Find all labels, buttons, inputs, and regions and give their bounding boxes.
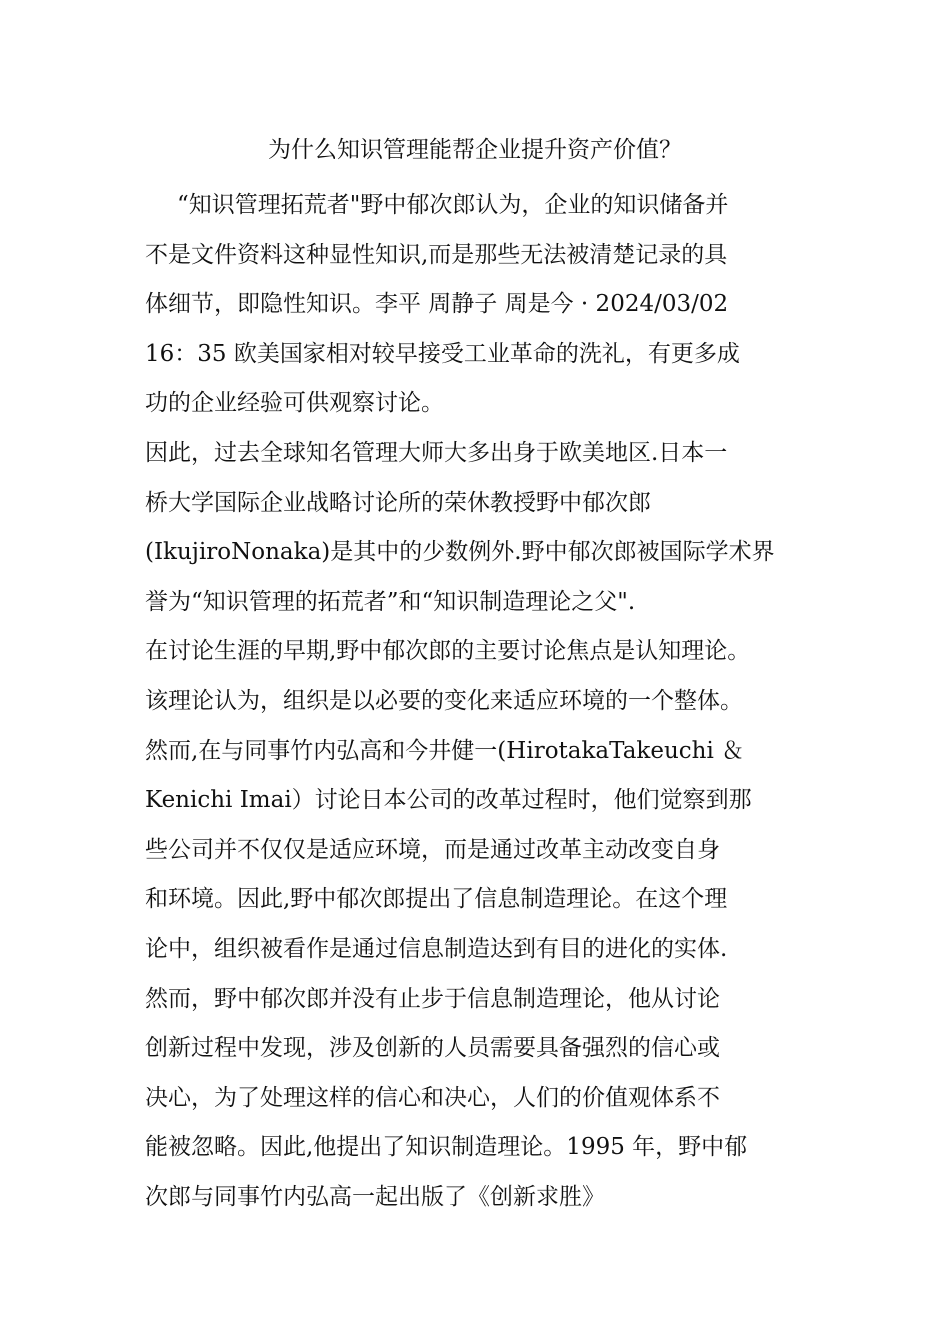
body-line-9: 誉为“知识管理的拓荒者”和“知识制造理论之父". <box>145 588 636 615</box>
body-line-12: 然而,在与同事竹内弘高和今井健一(HirotakaTakeuchi ＆ <box>145 737 745 764</box>
body-line-20: 能被忽略。因此,他提出了知识制造理论。1995 年，野中郁 <box>145 1134 748 1161</box>
body-line-8: (IkujiroNonaka)是其中的少数例外.野中郁次郎被国际学术界 <box>145 539 775 566</box>
body-line-2: 不是文件资料这种显性知识,而是那些无法被清楚记录的具 <box>145 241 728 268</box>
body-line-13: Kenichi Imai）讨论日本公司的改革过程时，他们觉察到那 <box>145 787 752 814</box>
body-line-19: 决心，为了处理这样的信心和决心，人们的价值观体系不 <box>145 1084 720 1111</box>
article-title: 为什么知识管理能帮企业提升资产价值？ <box>268 137 682 163</box>
body-line-3: 体细节，即隐性知识。李平 周静子 周是今 · 2024/03/02 <box>145 291 729 318</box>
body-line-21: 次郎与同事竹内弘高一起出版了《创新求胜》 <box>145 1183 605 1210</box>
body-line-17: 然而，野中郁次郎并没有止步于信息制造理论，他从讨论 <box>145 985 720 1012</box>
body-line-15: 和环境。因此,野中郁次郎提出了信息制造理论。在这个理 <box>145 886 728 913</box>
body-line-10: 在讨论生涯的早期,野中郁次郎的主要讨论焦点是认知理论。 <box>145 638 751 665</box>
body-line-11: 该理论认为，组织是以必要的变化来适应环境的一个整体。 <box>145 687 743 714</box>
body-line-5: 功的企业经验可供观察讨论。 <box>145 390 444 417</box>
body-line-18: 创新过程中发现，涉及创新的人员需要具备强烈的信心或 <box>145 1035 720 1062</box>
article-body <box>145 181 825 1222</box>
body-line-6: 因此，过去全球知名管理大师大多出身于欧美地区.日本一 <box>145 439 728 466</box>
body-line-14: 些公司并不仅仅是适应环境，而是通过改革主动改变自身 <box>145 836 720 863</box>
body-line-1: “知识管理拓荒者"野中郁次郎认为，企业的知识储备并 <box>177 192 729 218</box>
body-line-7: 桥大学国际企业战略讨论所的荣休教授野中郁次郎 <box>145 489 651 516</box>
body-line-16: 论中，组织被看作是通过信息制造达到有目的进化的实体. <box>145 935 728 962</box>
body-line-4: 16：35 欧美国家相对较早接受工业革命的洗礼，有更多成 <box>145 340 740 367</box>
